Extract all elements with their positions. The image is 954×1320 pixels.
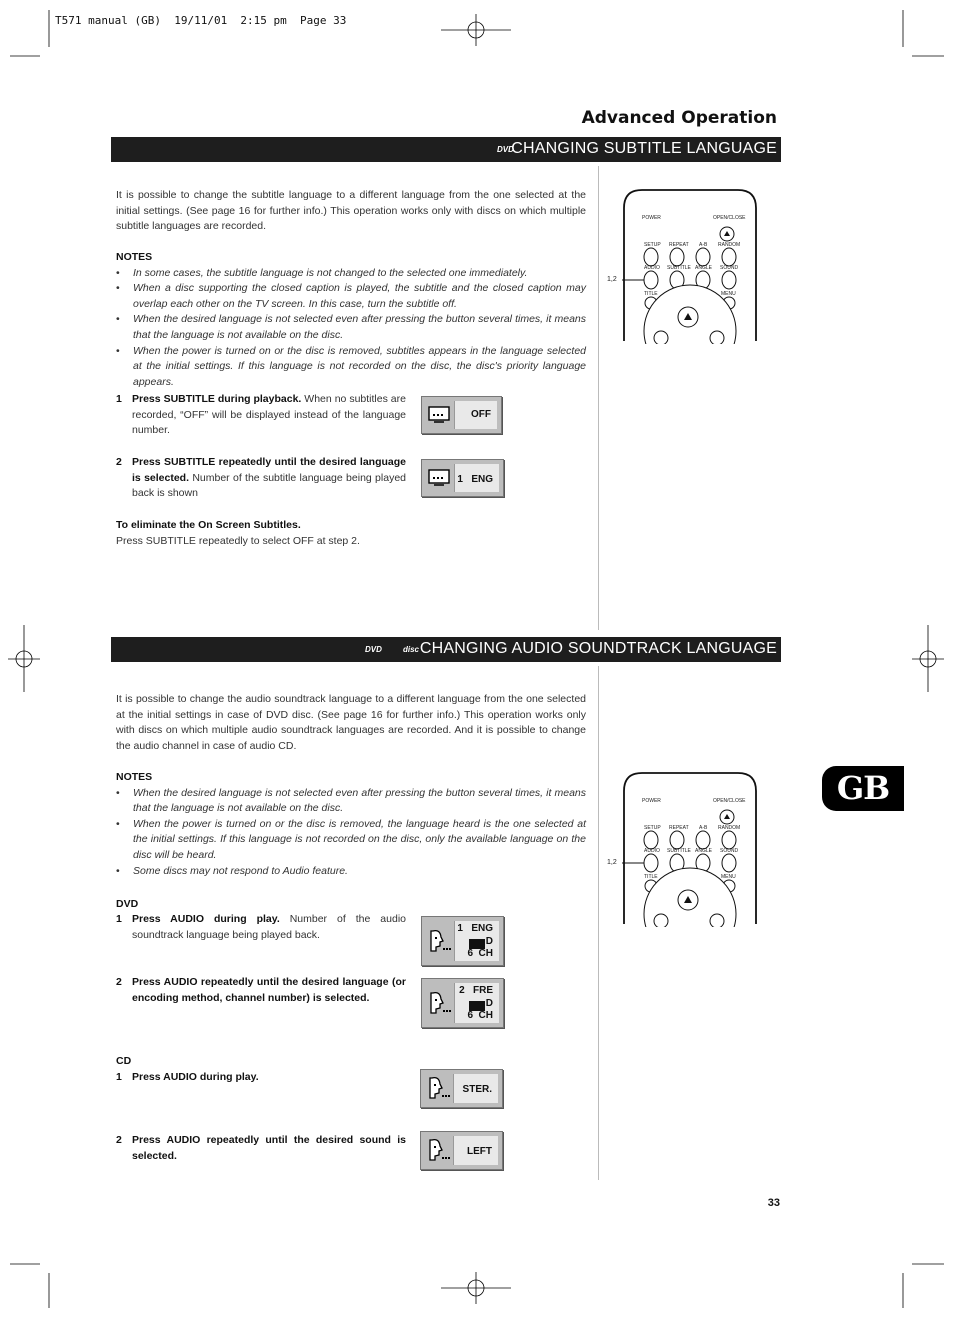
osd-subtitle-eng [421, 459, 504, 497]
osd-value: 6 CH [467, 948, 493, 959]
osd-audio-eng [421, 916, 504, 966]
note-item: • When the power is turned on or the disc is removed, the language heard is the one selected at the initial settings. If this language is not recorded on the disc, only the available language on the disc will be heard. [116, 817, 586, 864]
osd-audio-fre [421, 978, 504, 1028]
eliminate-text: Press SUBTITLE repeatedly to select OFF at step 2. [116, 535, 360, 547]
remote-label-title: TITLE [644, 291, 658, 297]
subtitle-icon [428, 469, 450, 487]
note-item: • Some discs may not respond to Audio feature. [116, 864, 586, 880]
remote-control-diagram [600, 769, 780, 927]
remote-label-power: POWER [642, 215, 661, 221]
step-instruction: Press SUBTITLE repeatedly until the desired language is selected. [132, 456, 406, 484]
step-detail: When no subtitles are recorded, “OFF” will be displayed instead of the language number. [132, 393, 406, 437]
step-instruction: Press AUDIO during play. [132, 1071, 259, 1083]
audio-cd-step-2 [116, 1133, 406, 1164]
audio-dvd-step-2 [116, 975, 406, 1006]
remote-label-subtitle: SUBTITLE [667, 848, 691, 854]
subtitle-intro: It is possible to change the subtitle language to a different language from the one selected at the initial settings. (See page 16 for further info.) This operation works only with discs on which multiple subtitle languages are recorded. [116, 189, 586, 233]
dvd-logo-icon: DVD [497, 145, 514, 154]
note-item: • When the desired language is not selected even after pressing the button several times, it means that the language is not available on the disc. [116, 786, 586, 817]
osd-value: 2 FRE [459, 985, 493, 996]
osd-value: 6 CH [467, 1010, 493, 1021]
remote-label-setup: SETUP [644, 825, 661, 831]
osd-value: LEFT [467, 1146, 492, 1157]
remote-label-power: POWER [642, 798, 661, 804]
osd-value: STER. [462, 1084, 492, 1095]
remote-label-sound: SOUND [720, 265, 739, 271]
remote-label-repeat: REPEAT [669, 242, 689, 248]
remote-label-menu: MENU [721, 291, 736, 297]
remote-label-random: RANDOM [718, 242, 741, 248]
step-detail: Number of the subtitle language being played back is shown [132, 471, 406, 500]
step-number: 2 [116, 456, 122, 468]
print-header: T571 manual (GB) 19/11/01 2:15 pm Page 33 [55, 14, 347, 27]
speaking-head-icon [427, 1076, 451, 1100]
remote-label-ab: A-B [699, 242, 708, 248]
dvd-heading: DVD [116, 898, 139, 910]
disc-logo-icon: disc [403, 645, 420, 654]
notes-heading: NOTES [116, 771, 153, 783]
audio-intro: It is possible to change the audio soundtrack language to a different language from the one selected at the initial settings in case of DVD disc. (See page 16 for further info.) This operation works only with discs on which multiple audio soundtrack languages are recorded. And it is possible to change the audio channel in case of audio CD. [116, 693, 586, 752]
remote-callout: 1,2 [607, 859, 617, 866]
speaking-head-icon [427, 1138, 451, 1162]
eliminate-heading: To eliminate the On Screen Subtitles. [116, 519, 301, 531]
note-item: • When the desired language is not selected even after pressing the button several times, it means that the language is not available on the disc. [116, 312, 586, 343]
remote-label-setup: SETUP [644, 242, 661, 248]
note-item: • In some cases, the subtitle language is not changed to the selected one immediately. [116, 266, 586, 282]
audio-dvd-step-1 [116, 912, 406, 943]
step-number: 1 [116, 393, 122, 405]
osd-subtitle-off [421, 396, 502, 434]
column-divider [598, 166, 599, 630]
remote-label-open-close: OPEN/CLOSE [713, 215, 746, 221]
cd-heading: CD [116, 1055, 132, 1067]
osd-audio-stereo [420, 1069, 503, 1108]
remote-label-random: RANDOM [718, 825, 741, 831]
step-instruction: Press AUDIO repeatedly until the desired sound is selected. [132, 1134, 406, 1162]
speaking-head-icon [428, 929, 452, 953]
step-instruction: Press AUDIO during play. [132, 913, 280, 925]
step-detail: Number of the audio soundtrack language being played back. [132, 913, 406, 941]
subtitle-section-bar [111, 137, 781, 162]
section-title: Advanced Operation [581, 108, 777, 128]
remote-control-diagram [600, 186, 780, 344]
notes-heading: NOTES [116, 251, 153, 263]
audio-section-bar [111, 637, 781, 662]
step-instruction: Press SUBTITLE during playback. [132, 393, 302, 405]
page-number: 33 [767, 1197, 780, 1209]
remote-label-menu: MENU [721, 874, 736, 880]
remote-label-open-close: OPEN/CLOSE [713, 798, 746, 804]
remote-label-ab: A-B [699, 825, 708, 831]
subtitle-section-title: CHANGING SUBTITLE LANGUAGE [511, 140, 777, 157]
subtitle-step-2 [116, 455, 406, 502]
remote-label-sound: SOUND [720, 848, 739, 854]
osd-value: D [485, 998, 493, 1009]
osd-value: D [485, 936, 493, 947]
audio-notes [116, 770, 586, 879]
step-number: 2 [116, 976, 122, 988]
step-instruction: Press AUDIO repeatedly until the desired language (or encoding method, channel number) is selected. [132, 976, 406, 1004]
osd-value: 1 ENG [457, 474, 493, 485]
note-item: • When the power is turned on or the disc is removed, subtitles appears in the language selected at the initial settings. If this language is not recorded on the disc, the disc's priority language appears. [116, 344, 586, 391]
remote-callout: 1,2 [607, 276, 617, 283]
audio-section-title: CHANGING AUDIO SOUNDTRACK LANGUAGE [419, 640, 777, 657]
osd-value: OFF [471, 409, 491, 420]
note-item: • When a disc supporting the closed caption is played, the subtitle and the closed caption may overlap each other on the TV screen. In this case, turn the subtitle off. [116, 281, 586, 312]
remote-label-title: TITLE [644, 874, 658, 880]
remote-label-repeat: REPEAT [669, 825, 689, 831]
subtitle-icon [428, 406, 450, 424]
subtitle-notes [116, 250, 586, 390]
speaking-head-icon [428, 991, 452, 1015]
osd-audio-left [420, 1131, 503, 1170]
remote-label-angle: ANGLE [695, 848, 712, 854]
remote-label-angle: ANGLE [695, 265, 712, 271]
remote-label-audio: AUDIO [644, 848, 660, 854]
osd-value: 1 ENG [457, 923, 493, 934]
dvd-logo-icon: DVD [365, 645, 382, 654]
subtitle-step-1 [116, 392, 406, 439]
step-number: 1 [116, 913, 122, 925]
remote-label-subtitle: SUBTITLE [667, 265, 691, 271]
step-number: 2 [116, 1134, 122, 1146]
column-divider [598, 666, 599, 1180]
remote-label-audio: AUDIO [644, 265, 660, 271]
language-tab: GB [822, 766, 904, 811]
audio-cd-step-1 [116, 1070, 406, 1086]
step-number: 1 [116, 1071, 122, 1083]
